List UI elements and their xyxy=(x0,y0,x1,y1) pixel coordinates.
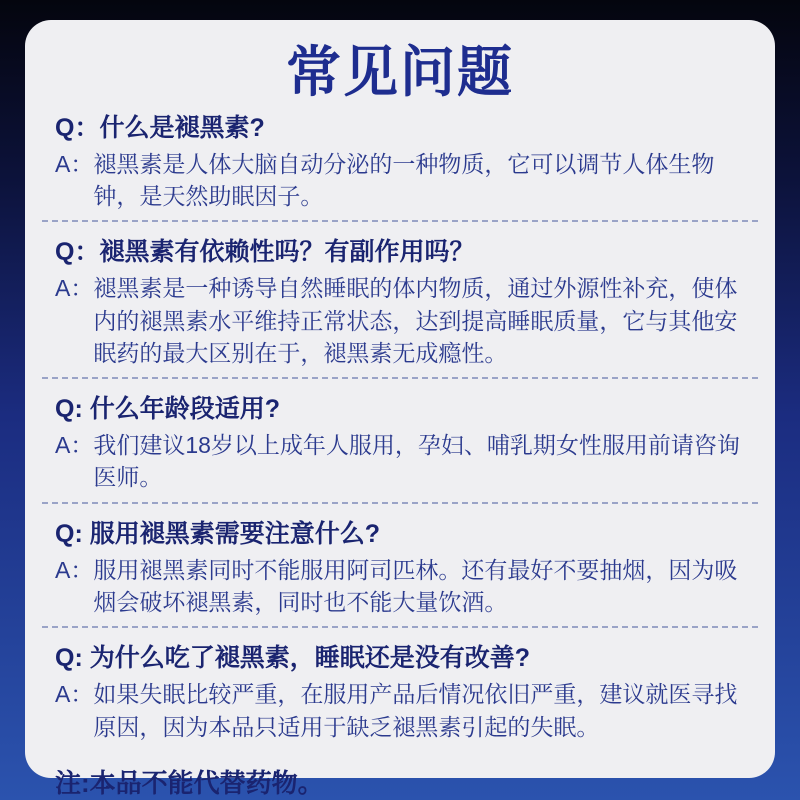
answer-text: 如果失眠比较严重，在服用产品后情况依旧严重，建议就医寻找原因，因为本品只适用于缺乏褪黑素引起的失眠。 xyxy=(93,681,738,740)
answer-line xyxy=(55,272,745,369)
question-text: 服用褪黑素需要注意什么? xyxy=(89,519,380,548)
faq-item-4 xyxy=(55,519,745,619)
answer-text: 褪黑素是一种诱导自然睡眠的体内物质，通过外源性补充，使体内的褪黑素水平维持正常状态，达到提高睡眠质量，它与其他安眠药的最大区别在于，褪黑素无成瘾性。 xyxy=(93,275,738,366)
answer-prefix: A： xyxy=(55,150,94,177)
answer-text: 我们建议18岁以上成年人服用，孕妇、哺乳期女性服用前请咨询医师。 xyxy=(93,432,740,491)
disclaimer-note: 注:本品不能代替药物。 xyxy=(55,767,324,798)
question-line xyxy=(55,643,745,674)
question-text: 为什么吃了褪黑素，睡眠还是没有改善? xyxy=(89,644,530,673)
answer-text: 服用褪黑素同时不能服用阿司匹林。还有最好不要抽烟，因为吸烟会破坏褪黑素，同时也不能大量饮酒。 xyxy=(93,556,738,615)
answer-line xyxy=(55,148,745,212)
dashed-divider xyxy=(42,502,758,504)
answer-line xyxy=(55,429,745,493)
question-line xyxy=(55,237,745,268)
answer-prefix: A： xyxy=(55,556,94,583)
question-text: 什么是褪黑素? xyxy=(99,113,265,142)
question-line xyxy=(55,519,745,550)
question-text: 褪黑素有依赖性吗？有副作用吗？ xyxy=(99,238,475,267)
faq-item-3 xyxy=(55,394,745,494)
answer-prefix: A： xyxy=(55,432,94,459)
question-prefix: Q: xyxy=(55,644,90,673)
answer-line xyxy=(55,678,745,742)
dashed-divider xyxy=(42,626,758,628)
question-prefix: Q： xyxy=(55,113,100,142)
question-prefix: Q: xyxy=(55,519,90,548)
question-text: 什么年龄段适用? xyxy=(89,394,280,423)
answer-line xyxy=(55,554,745,618)
faq-item-1 xyxy=(55,113,745,213)
answer-prefix: A： xyxy=(55,681,94,708)
question-line xyxy=(55,113,745,144)
faq-item-5 xyxy=(55,643,745,743)
page-title: 常见问题 xyxy=(285,41,514,103)
faq-card xyxy=(25,20,775,798)
answer-prefix: A： xyxy=(55,275,94,302)
question-line xyxy=(55,394,745,425)
dashed-divider xyxy=(42,220,758,222)
faq-item-2 xyxy=(55,237,745,369)
dashed-divider xyxy=(42,377,758,379)
question-prefix: Q： xyxy=(55,238,100,267)
question-prefix: Q: xyxy=(55,394,90,423)
answer-text: 褪黑素是人体大脑自动分泌的一种物质，它可以调节人体生物钟，是天然助眠因子。 xyxy=(93,150,715,209)
